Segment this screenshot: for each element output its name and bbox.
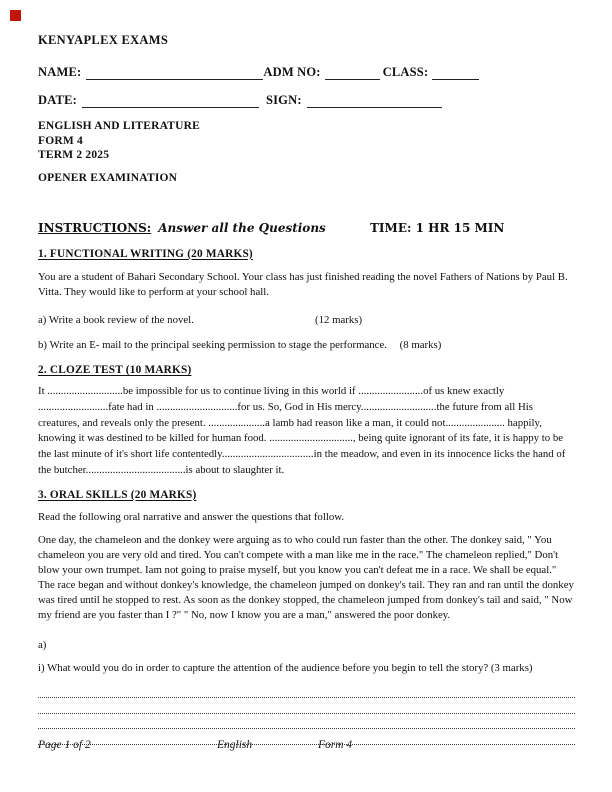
oral-instruction: Read the following oral narrative and answer the questions that follow.: [38, 510, 345, 523]
oral-narrative: One day, the chameleon and the donkey were arguing as to who could run faster than the other. The donkey said, " You chameleon you are very old and tired. You can't compete with a man like me in the race." The chameleon replied," Don't blow your own trumpet. Iam not going to praise myself, but you know you can't defeat me in a race. We shall be equal." The race began and without donkey's knowledge, the chameleon jumped on donkey's tail. They ran and ran until the donkey was tired until he stopped to rest. As soon as the donkey stopped, the chameleon jumped from donkey's tail and said, " Now my friend are you faster than I ?" " No, now I know you are a man," answered the poor donkey.: [38, 533, 574, 621]
question-1b-row: [38, 339, 575, 351]
question-1a-row: [38, 314, 575, 326]
term-line: TERM 2 2025: [38, 149, 110, 161]
instructions-label: INSTRUCTIONS:: [38, 220, 152, 235]
part-a-label: a): [38, 638, 47, 651]
adm-no-blank-line: [325, 66, 380, 80]
section-3-heading: 3. ORAL SKILLS (20 MARKS): [38, 488, 197, 501]
question-1a-text: a) Write a book review of the novel.: [38, 314, 194, 327]
footer-page-number: Page 1 of 2: [38, 739, 91, 751]
question-1b-text: b) Write an E- mail to the principal seeking permission to stage the performance.: [38, 339, 387, 352]
sign-label: SIGN:: [265, 93, 302, 107]
answer-line: [38, 714, 575, 730]
page-content: [38, 0, 575, 745]
section-1-heading: 1. FUNCTIONAL WRITING (20 MARKS): [38, 247, 253, 260]
time-allowed: TIME: 1 HR 15 MIN: [370, 220, 505, 235]
answer-line: [38, 698, 575, 714]
red-corner-marker: [10, 10, 21, 21]
date-sign-row: [38, 93, 575, 108]
form-line: FORM 4: [38, 134, 83, 147]
answer-line: [38, 729, 575, 745]
class-blank-line: [432, 66, 479, 80]
question-3a-i: i) What would you do in order to capture the attention of the audience before you begin to tell the story? (3 marks): [38, 661, 533, 674]
footer-form: Form 4: [318, 739, 353, 751]
subject-block: [38, 119, 575, 163]
name-blank-line: [86, 66, 263, 80]
section-2-heading: 2. CLOZE TEST (10 MARKS): [38, 364, 192, 377]
adm-no-label: ADM NO:: [263, 65, 321, 79]
subject-title: ENGLISH AND LITERATURE: [38, 120, 201, 132]
section-1-intro: You are a student of Bahari Secondary School. Your class has just finished reading the novel Fathers of Nations by Paul B. Vitta. They would like to perform at your school hall.: [38, 270, 568, 299]
answer-lines: [38, 683, 575, 745]
name-label: NAME:: [38, 65, 82, 79]
date-label: DATE:: [38, 93, 77, 107]
date-blank-line: [82, 94, 259, 108]
sign-blank-line: [307, 94, 442, 108]
instructions-text: Answer all the Questions: [158, 220, 326, 235]
org-title: KENYAPLEX EXAMS: [38, 33, 169, 47]
instructions-row: [38, 221, 575, 235]
question-1a-marks: (12 marks): [315, 314, 363, 327]
name-adm-class-row: [38, 65, 575, 80]
footer-subject: English: [217, 739, 253, 751]
cloze-passage: It ............................be impossible for us to continue living in this world if ........................of us knew exactly ..........................fate had in ..............................for us. So, God in His mercy............................the future from all His creatures, and reveals only the present. .....................a lamb had reason like a man, it could not...................... happily, knowing it was destined to be killed for human food. ..............................., being quite ignorant of its fate, it is happy to be the last minute of it's short life contentedly..................................in the meadow, and even in its innocence licks the hand of the butcher.....................................is about to slaughter it.: [38, 385, 566, 477]
answer-line: [38, 683, 575, 699]
class-label: CLASS:: [382, 65, 429, 79]
exam-type-title: OPENER EXAMINATION: [38, 171, 178, 184]
question-1b-marks: (8 marks): [399, 339, 442, 352]
